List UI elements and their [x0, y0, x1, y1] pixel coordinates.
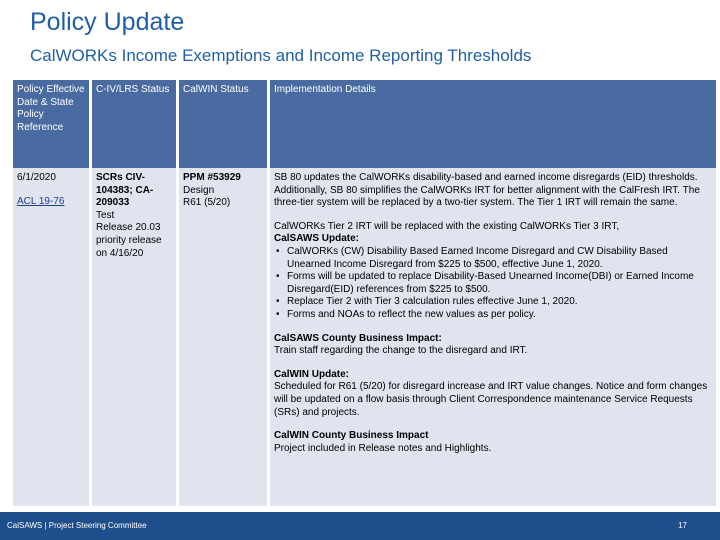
- cell-implementation-details: [270, 168, 716, 506]
- civ-scr-numbers: SCRs CIV-104383; CA-209033: [96, 172, 154, 209]
- list-item: • Forms and NOAs to reflect the new values as per policy.: [276, 308, 536, 320]
- table-row: [13, 168, 716, 506]
- calwin-update-heading: CalWIN Update:: [274, 368, 349, 380]
- effective-date: 6/1/2020: [17, 172, 56, 183]
- table-header-row: [13, 80, 716, 168]
- details-intro: SB 80 updates the CalWORKs disability-based and earned income disregards (EID) thresholds. Additionally, SB 80 simplifies the CalWORKs IRT for better alignment with the CalFresh IRT. The three-tier system will be replaced by a two-tier system. The Tier 1 IRT will remain the same.: [274, 172, 700, 209]
- calwin-design-label: Design: [183, 184, 215, 196]
- footer-label: CalSAWS | Project Steering Committee: [7, 521, 147, 530]
- calsaws-county-impact-heading: CalSAWS County Business Impact:: [274, 332, 442, 344]
- header-implementation-details: Implementation Details: [270, 80, 716, 168]
- page-title: Policy Update: [30, 8, 185, 36]
- policy-link-acl[interactable]: ACL 19-76: [17, 195, 65, 207]
- civ-release-text: Release 20.03 priority release on 4/16/20: [96, 222, 162, 259]
- calsaws-county-impact-text: Train staff regarding the change to the disregard and IRT.: [274, 345, 528, 357]
- calwin-ppm-number: PPM #53929: [183, 172, 241, 183]
- calwin-release-text: R61 (5/20): [183, 197, 231, 209]
- header-calwin-status: CalWIN Status: [179, 80, 267, 168]
- calwin-update-text: Scheduled for R61 (5/20) for disregard increase and IRT value changes. Notice and form changes will be updated on a flow basis through Client Correspondence maintenance Service Requests (SRs) and projects.: [274, 381, 708, 418]
- bullet-icon: •: [276, 271, 280, 283]
- bullet-icon: •: [276, 296, 280, 308]
- bullet-icon: •: [276, 245, 280, 257]
- civ-test-label: Test: [96, 209, 115, 221]
- policy-table: [10, 80, 719, 506]
- details-tier2: CalWORKs Tier 2 IRT will be replaced with the existing CalWORKs Tier 3 IRT,: [274, 220, 620, 232]
- list-item: • Forms will be updated to replace Disability-Based Unearned Income(DBI) or Earned Income Disregard(EID) references from $225 to $500.: [276, 271, 694, 295]
- calwin-county-impact-heading: CalWIN County Business Impact: [274, 430, 429, 442]
- list-item: • CalWORKs (CW) Disability Based Earned Income Disregard and CW Disability Based Unearned Income Disregard from $225 to $500, effective June 1, 2020.: [276, 245, 668, 270]
- list-item: • Replace Tier 2 with Tier 3 calculation rules effective June 1, 2020.: [276, 296, 578, 308]
- page-number: 17: [678, 521, 687, 530]
- header-policy-reference: Policy Effective Date & State Policy Reference: [13, 80, 89, 168]
- calsaws-update-heading: CalSAWS Update:: [274, 233, 360, 245]
- cell-civ-lrs-status: [92, 168, 176, 506]
- cell-policy-reference: [13, 168, 89, 506]
- cell-calwin-status: [179, 168, 267, 506]
- bullet-icon: •: [276, 308, 280, 320]
- footer-bar: [0, 512, 720, 540]
- header-civ-lrs-status: C-IV/LRS Status: [92, 80, 176, 168]
- page-subtitle: CalWORKs Income Exemptions and Income Reporting Thresholds: [30, 46, 532, 65]
- calwin-county-impact-text: Project included in Release notes and Highlights.: [274, 442, 492, 454]
